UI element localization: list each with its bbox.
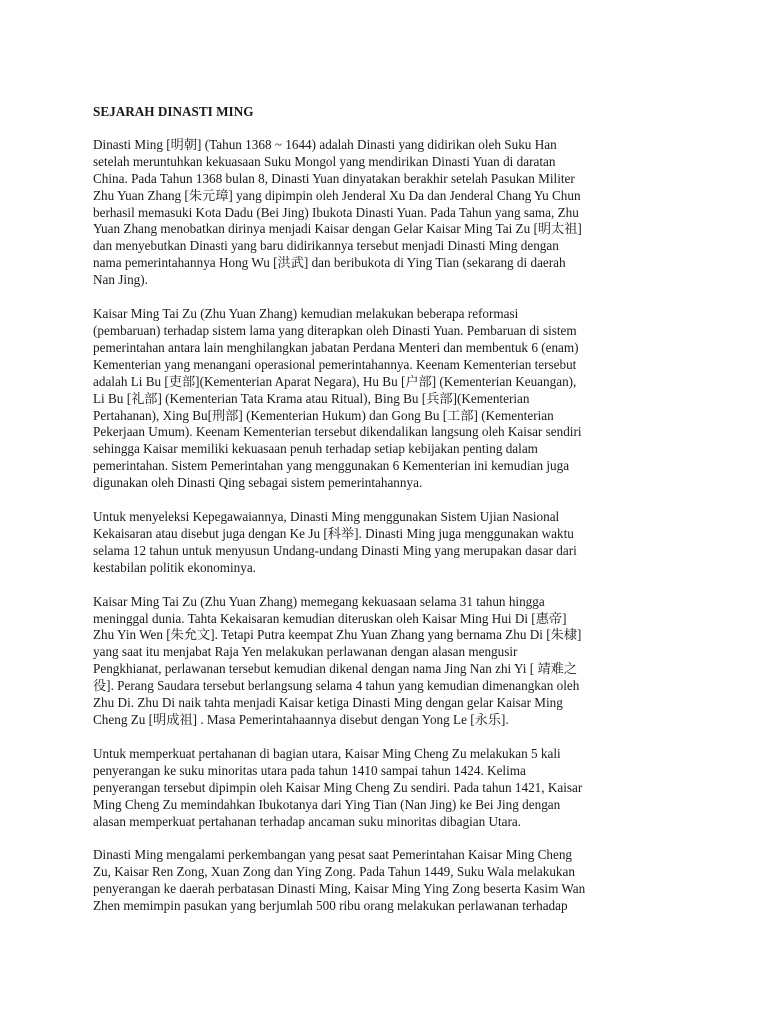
paragraph [93,509,677,577]
text-line: pemerintahan. Sistem Pemerintahan yang menggunakan 6 Kementerian ini kemudian juga [93,458,570,474]
text-line: penyerangan tersebut dipimpin oleh Kaisar Ming Cheng Zu sendiri. Pada tahun 1421, Kaisar [93,779,583,795]
text-line: Pekerjaan Umum). Keenam Kementerian tersebut dikendalikan langsung oleh Kaisar sendiri [93,424,582,440]
text-line: Pengkhianat, perlawanan tersebut kemudian dikenal dengan nama Jing Nan zhi Yi [ 靖难之 [93,661,578,677]
paragraph [93,847,677,915]
paragraph [93,746,677,831]
text-line: Dinasti Ming mengalami perkembangan yang pesat saat Pemerintahan Kaisar Ming Cheng [93,847,573,863]
text-line: Kekaisaran atau disebut juga dengan Ke Ju [科举]. Dinasti Ming juga menggunakan waktu [93,525,574,541]
text-line: berhasil memasuki Kota Dadu (Bei Jing) Ibukota Dinasti Yuan. Pada Tahun yang sama, Zhu [93,204,579,220]
text-line: Kaisar Ming Tai Zu (Zhu Yuan Zhang) kemudian melakukan beberapa reformasi [93,306,519,322]
text-line: kestabilan politik ekonominya. [93,559,256,575]
text-line: digunakan oleh Dinasti Qing sebagai sistem pemerintahannya. [93,475,423,491]
paragraph [93,594,677,729]
paragraph [93,137,677,289]
text-line: Yuan Zhang menobatkan dirinya menjadi Kaisar dengan Gelar Kaisar Ming Tai Zu [明太祖] [93,221,582,237]
text-line: Cheng Zu [明成祖] . Masa Pemerintahaannya disebut dengan Yong Le [永乐]. [93,712,509,727]
text-line: Zhu Yin Wen [朱允文]. Tetapi Putra keempat Zhu Yuan Zhang yang bernama Zhu Di [朱棣] [93,627,582,643]
text-line: Dinasti Ming [明朝] (Tahun 1368 ~ 1644) adalah Dinasti yang didirikan oleh Suku Han [93,136,557,152]
text-line: sehingga Kaisar memiliki kekuasaan penuh terhadap setiap kebijakan penting dalam [93,441,538,457]
document-body [93,137,677,915]
text-line: nama pemerintahannya Hong Wu [洪武] dan beribukota di Ying Tian (sekarang di daerah [93,255,566,271]
text-line: Li Bu [礼部] (Kementerian Tata Krama atau Ritual), Bing Bu [兵部](Kementerian [93,390,530,406]
text-line: meninggal dunia. Tahta Kekaisaran kemudian diteruskan oleh Kaisar Ming Hui Di [惠帝] [93,610,567,626]
text-line: China. Pada Tahun 1368 bulan 8, Dinasti Yuan dinyatakan berakhir setelah Pasukan Militer [93,170,575,186]
text-line: Ming Cheng Zu memindahkan Ibukotanya dari Ying Tian (Nan Jing) ke Bei Jing dengan [93,796,561,812]
text-line: alasan memperkuat pertahanan terhadap ancaman suku minoritas dibagian Utara. [93,813,522,829]
text-line: setelah meruntuhkan kekuasaan Suku Mongol yang mendirikan Dinasti Yuan di daratan [93,153,556,169]
text-line: Zu, Kaisar Ren Zong, Xuan Zong dan Ying Zong. Pada Tahun 1449, Suku Wala melakukan [93,864,575,880]
text-line: Nan Jing). [93,272,148,288]
text-line: 役]. Perang Saudara tersebut berlangsung selama 4 tahun yang kemudian dimenangkan oleh [93,678,580,694]
document-title: SEJARAH DINASTI MING [93,104,254,119]
text-line: Kaisar Ming Tai Zu (Zhu Yuan Zhang) memegang kekuasaan selama 31 tahun hingga [93,593,545,609]
text-line: yang saat itu menjabat Raja Yen melakukan perlawanan dengan alasan mengusir [93,644,518,660]
text-line: (pembaruan) terhadap sistem lama yang diterapkan oleh Dinasti Yuan. Pembaruan di sistem [93,322,577,338]
paragraph [93,306,677,492]
text-line: adalah Li Bu [吏部](Kementerian Aparat Negara), Hu Bu [户部] (Kementerian Keuangan), [93,373,577,389]
text-line: Untuk memperkuat pertahanan di bagian utara, Kaisar Ming Cheng Zu melakukan 5 kali [93,745,561,761]
text-line: pemerintahan antara lain menghilangkan jabatan Perdana Menteri dan membentuk 6 (enam) [93,339,579,355]
text-line: Untuk menyeleksi Kepegawaiannya, Dinasti Ming menggunakan Sistem Ujian Nasional [93,509,560,525]
text-line: penyerangan ke suku minoritas utara pada tahun 1410 sampai tahun 1424. Kelima [93,762,526,778]
text-line: penyerangan ke daerah perbatasan Dinasti Ming, Kaisar Ming Ying Zong beserta Kasim Wan [93,881,586,897]
text-line: Zhu Yuan Zhang [朱元璋] yang dipimpin oleh Jenderal Xu Da dan Jenderal Chang Yu Chun [93,187,581,203]
text-line: selama 12 tahun untuk menyusun Undang-undang Dinasti Ming yang merupakan dasar dari [93,542,577,558]
text-line: dan menyebutkan Dinasti yang baru didirikannya tersebut menjadi Dinasti Ming dengan [93,238,559,254]
document-page [93,104,677,932]
text-line: Kementerian yang menangani operasional pemerintahannya. Keenam Kementerian tersebut [93,356,577,372]
text-line: Pertahanan), Xing Bu[刑部] (Kementerian Hukum) dan Gong Bu [工部] (Kementerian [93,407,554,423]
text-line: Zhen memimpin pasukan yang berjumlah 500 ribu orang melakukan perlawanan terhadap [93,898,568,914]
text-line: Zhu Di. Zhu Di naik tahta menjadi Kaisar ketiga Dinasti Ming dengan gelar Kaisar Ming [93,695,563,711]
